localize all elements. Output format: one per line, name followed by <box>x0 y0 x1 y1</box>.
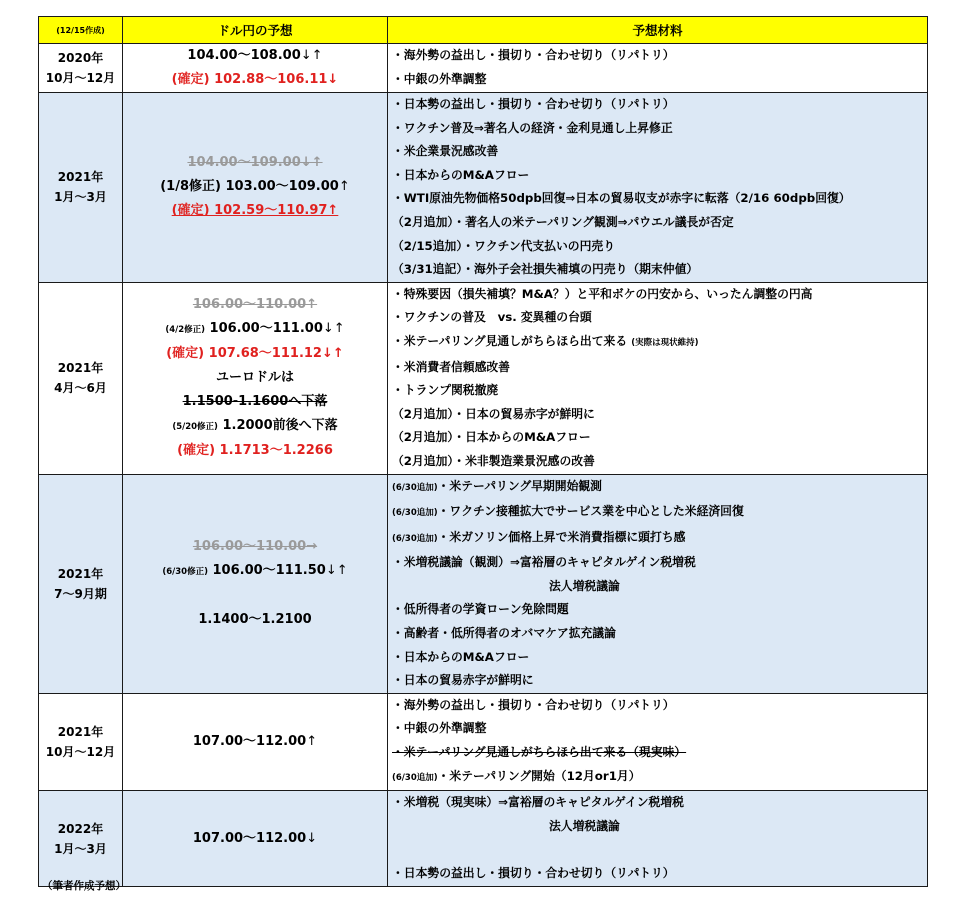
period-year: 2021年 <box>57 725 104 740</box>
period-year: 2021年 <box>57 361 104 376</box>
forecast-cell <box>123 93 388 283</box>
forecast-revised-prefix: (1/8修正) <box>160 179 221 195</box>
materials-cell <box>388 474 928 693</box>
material-tag: (6/30追加) <box>392 508 438 519</box>
forecast-confirmed: (確定) 102.88〜106.11↓ <box>171 72 339 87</box>
period-range: 10月〜12月 <box>45 745 116 760</box>
header-row <box>39 17 928 44</box>
material-tag: (6/30追加) <box>392 772 438 783</box>
forecast-struck: 104.00〜109.00↓↑ <box>187 155 323 171</box>
forecast-arrow: ↓ <box>306 830 318 846</box>
material-item: ・海外勢の益出し・損切り・合わせ切り（リパトリ） <box>392 48 675 63</box>
period-range: 1月〜3月 <box>54 841 107 856</box>
material-item: ・特殊要因（損失補填？M&A？）と平和ボケの円安から、いったん調整の円高 <box>392 286 813 301</box>
forecast-revised: 106.00〜111.50 <box>212 563 326 579</box>
material-item: ・ワクチンの普及 vs. 変異種の台頭 <box>392 310 592 325</box>
material-item: 法人増税議論 <box>549 578 620 593</box>
euro-label: ユーロドルは <box>215 370 294 386</box>
euro-confirmed: (確定) 1.1713〜1.2266 <box>177 443 333 459</box>
materials-cell <box>388 791 928 887</box>
period-range: 7〜9月期 <box>54 586 107 601</box>
forecast-cell <box>123 693 388 790</box>
material-item: ・米テーパリング見通しがちらほら出て来る（現実味） <box>392 745 687 760</box>
forecast-arrow: ↓↑ <box>322 321 345 337</box>
footnote: （筆者作成予想） <box>42 880 126 892</box>
period-cell <box>39 693 123 790</box>
material-item: ・日本からのM&Aフロー <box>392 649 530 664</box>
euro-range: 1.1400〜1.2100 <box>198 612 312 628</box>
forecast-confirmed: (確定) 107.68〜111.12↓↑ <box>166 346 344 362</box>
material-item: ・ワクチン普及⇒著名人の経済・金利見通し上昇修正 <box>392 120 673 135</box>
euro-revised-prefix: (5/20修正) <box>172 422 218 433</box>
table-row <box>39 693 928 790</box>
forecast-struck: 106.00〜110.00↑ <box>192 297 318 313</box>
material-item: ・高齢者・低所得者のオバマケア拡充議論 <box>392 626 616 641</box>
forecast-confirmed: (確定) 102.59〜110.97↑ <box>171 203 339 219</box>
material-item: ・米テーパリング開始（12月or1月） <box>437 768 641 783</box>
material-tag: (6/30追加) <box>392 533 438 544</box>
material-tag: (6/30追加) <box>392 482 438 493</box>
header-date-note: (12/15作成) <box>39 17 123 44</box>
forecast-revised-prefix: (6/30修正) <box>162 567 208 578</box>
period-year: 2022年 <box>57 821 104 836</box>
forecast-cell <box>123 44 388 93</box>
table-row <box>39 474 928 693</box>
forecast-arrow: ↓↑ <box>300 48 323 63</box>
material-item: （2月追加）・米非製造業景況感の改善 <box>392 453 595 468</box>
period-cell <box>39 791 123 887</box>
material-item: （2月追加）・著名人の米テーパリング観測⇒パウエル議長が否定 <box>392 214 734 229</box>
material-item: （2/15追加）・ワクチン代支払いの円売り <box>392 238 615 253</box>
material-item: ・日本勢の益出し・損切り・合わせ切り（リパトリ） <box>392 97 675 111</box>
period-cell <box>39 474 123 693</box>
forecast-cell <box>123 474 388 693</box>
forecast-revised: 103.00〜109.00 <box>225 179 339 195</box>
forecast-revised-prefix: (4/2修正) <box>165 325 206 336</box>
material-item: ・中銀の外準調整 <box>392 721 487 736</box>
period-cell <box>39 93 123 283</box>
period-range: 10月〜12月 <box>45 71 116 85</box>
material-item: ・日本勢の益出し・損切り・合わせ切り（リパトリ） <box>392 866 675 881</box>
period-year: 2020年 <box>57 51 104 65</box>
material-item: ・米テーパリング早期開始観測 <box>437 478 602 493</box>
materials-cell <box>388 282 928 474</box>
material-item: ・米消費者信頼感改善 <box>392 359 510 374</box>
material-item: （2月追加）・日本からのM&Aフロー <box>392 430 591 445</box>
material-item: ・日本の貿易赤字が鮮明に <box>392 673 534 688</box>
material-item: ・米企業景況感改善 <box>392 144 499 159</box>
material-item: ・低所得者の学資ローン免除問題 <box>392 602 569 617</box>
table-row <box>39 44 928 93</box>
material-item: ・ワクチン接種拡大でサービス業を中心とした米経済回復 <box>437 504 744 519</box>
material-item: ・トランプ関税撤廃 <box>392 383 499 398</box>
forecast-cell <box>123 282 388 474</box>
material-item: （2月追加）・日本の貿易赤字が鮮明に <box>392 406 595 421</box>
material-item: ・米増税（現実味）⇒富裕層のキャピタルゲイン税増税 <box>392 795 684 810</box>
table-row <box>39 791 928 887</box>
forecast-arrow: ↑ <box>306 734 318 750</box>
material-item: ・日本からのM&Aフロー <box>392 167 530 182</box>
material-item: ・米増税議論（観測）⇒富裕層のキャピタルゲイン税増税 <box>392 555 696 570</box>
forecast-table <box>38 16 928 887</box>
table-row <box>39 282 928 474</box>
forecast-range: 104.00〜108.00 <box>187 48 301 63</box>
period-year: 2021年 <box>57 566 104 581</box>
forecast-revised: 106.00〜111.00 <box>209 321 323 337</box>
header-materials: 予想材料 <box>388 17 928 44</box>
materials-cell <box>388 693 928 790</box>
material-item: ・米テーパリング見通しがちらほら出て来る <box>392 333 628 348</box>
period-range: 1月〜3月 <box>54 190 107 205</box>
material-item: ・WTI原油先物価格50dpb回復⇒日本の貿易収支が赤字に転落（2/16 60dpb回復） <box>392 191 851 206</box>
period-cell <box>39 44 123 93</box>
material-note: (実際は現状維持) <box>631 337 699 348</box>
forecast-struck: 106.00〜110.00→ <box>192 539 318 555</box>
material-item: （3/31追記）・海外子会社損失補填の円売り（期末仲値） <box>392 262 699 277</box>
material-item: 法人増税議論 <box>549 818 620 833</box>
table-row <box>39 93 928 283</box>
forecast-arrow: ↑ <box>338 179 350 195</box>
period-cell <box>39 282 123 474</box>
period-year: 2021年 <box>57 170 104 185</box>
forecast-range: 107.00〜112.00 <box>192 830 307 846</box>
material-item: ・海外勢の益出し・損切り・合わせ切り（リパトリ） <box>392 697 675 712</box>
forecast-range: 107.00〜112.00 <box>192 734 307 750</box>
materials-cell <box>388 93 928 283</box>
material-item: ・米ガソリン価格上昇で米消費指標に頭打ち感 <box>437 529 686 544</box>
period-range: 4月〜6月 <box>54 381 107 396</box>
material-item: ・中銀の外準調整 <box>392 72 487 86</box>
euro-revised: 1.2000前後へ下落 <box>222 418 338 434</box>
euro-struck: 1.1500-1.1600へ下落 <box>182 394 328 410</box>
header-forecast: ドル円の予想 <box>123 17 388 44</box>
forecast-arrow: ↓↑ <box>325 563 348 579</box>
materials-cell <box>388 44 928 93</box>
forecast-cell <box>123 791 388 887</box>
